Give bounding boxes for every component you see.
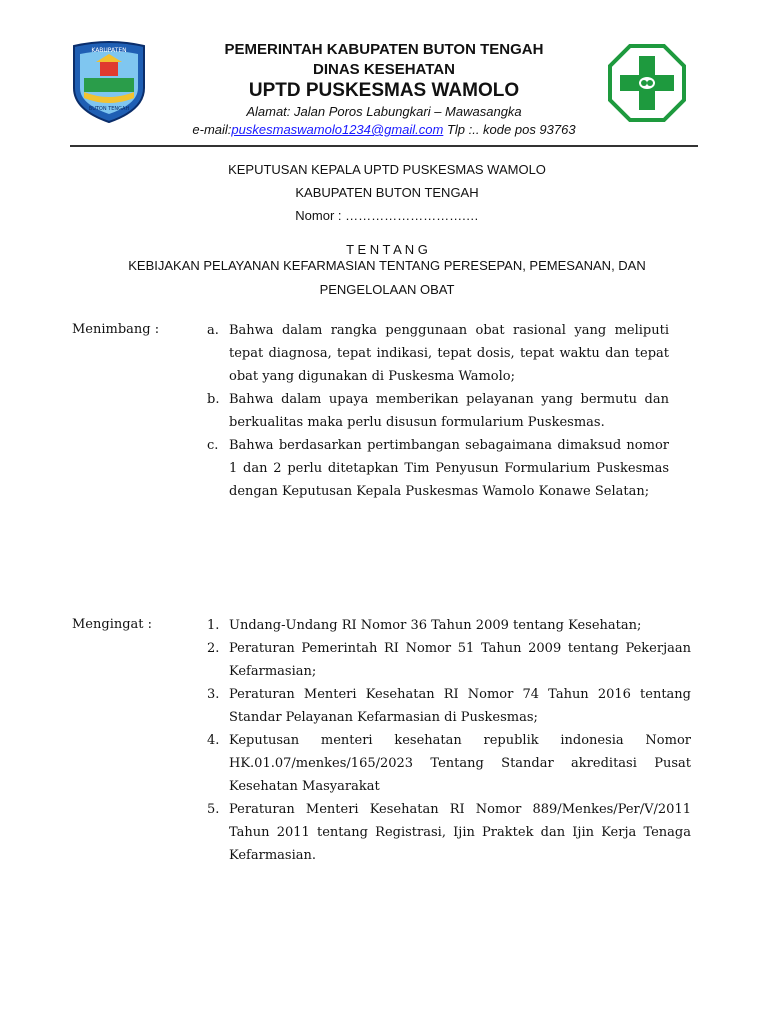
list-item (207, 614, 691, 637)
decree-tentang: T E N T A N G (346, 242, 428, 257)
contact-tail: Tlp :.. kode pos 93763 (443, 122, 576, 137)
list-item (207, 798, 691, 867)
logo-text-bottom: BUTON TENGAH (88, 106, 130, 112)
header-divider (70, 145, 698, 147)
header-department: DINAS KESEHATAN (313, 61, 455, 78)
item-text: Peraturan Pemerintah RI Nomor 51 Tahun 2009 tentang Pekerjaan Kefarmasian; (229, 641, 691, 679)
email-link[interactable]: puskesmaswamolo1234@gmail.com (231, 122, 444, 137)
item-marker: a. (207, 323, 219, 338)
header-puskesmas-name: UPTD PUSKESMAS WAMOLO (248, 80, 520, 101)
list-item (207, 683, 691, 729)
item-marker: 3. (207, 687, 220, 702)
mengingat-label: Mengingat : (72, 617, 153, 632)
item-marker: b. (207, 392, 220, 407)
logo-text-top: KABUPATEN (91, 47, 127, 54)
item-text: Peraturan Menteri Kesehatan RI Nomor 74 Tahun 2016 tentang Standar Pelayanan Kefarmasian di Puskesmas; (229, 687, 691, 725)
menimbang-label: Menimbang : (72, 322, 160, 337)
item-marker: 5. (207, 802, 220, 817)
header-address: Alamat: Jalan Poros Labungkari – Mawasangka (246, 104, 522, 119)
item-text: Bahwa dalam upaya memberikan pelayanan yang bermutu dan berkualitas maka perlu disusun formularium Puskesmas. (229, 392, 669, 430)
item-text: Bahwa berdasarkan pertimbangan sebagaimana dimaksud nomor 1 dan 2 perlu ditetapkan Tim Penyusun Formularium Puskesmas dengan Keputusan Kepala Puskesmas Wamolo Konawe Selatan; (229, 438, 669, 499)
decree-title-line2: KABUPATEN BUTON TENGAH (295, 185, 479, 200)
item-marker: 1. (207, 618, 220, 633)
decree-subject-line2: PENGELOLAAN OBAT (319, 282, 455, 297)
header-government: PEMERINTAH KABUPATEN BUTON TENGAH (224, 41, 544, 58)
list-item (207, 637, 691, 683)
decree-number: Nomor : ……………………….… (295, 208, 479, 223)
list-item (207, 434, 669, 503)
list-item (207, 388, 669, 434)
item-marker: 4. (207, 733, 220, 748)
list-item (207, 729, 691, 798)
menimbang-list (207, 319, 669, 503)
decree-subject-line1: KEBIJAKAN PELAYANAN KEFARMASIAN TENTANG PERESEPAN, PEMESANAN, DAN (128, 258, 646, 273)
item-text: Peraturan Menteri Kesehatan RI Nomor 889/Menkes/Per/V/2011 Tahun 2011 tentang Registrasi, Ijin Praktek dan Ijin Kerja Tenaga Kefarmasian. (229, 802, 691, 863)
item-text: Bahwa dalam rangka penggunaan obat rasional yang meliputi tepat diagnosa, tepat indikasi, tepat dosis, tepat waktu dan tepat obat yang digunakan di Puskesma Wamolo; (229, 323, 669, 384)
decree-title-line1: KEPUTUSAN KEPALA UPTD PUSKESMAS WAMOLO (228, 162, 546, 177)
email-label: e-mail: (192, 122, 232, 137)
item-marker: c. (207, 438, 219, 453)
item-marker: 2. (207, 641, 220, 656)
header-contact (0, 121, 768, 139)
item-text: Undang-Undang RI Nomor 36 Tahun 2009 tentang Kesehatan; (229, 618, 642, 633)
mengingat-list (207, 614, 691, 867)
item-text: Keputusan menteri kesehatan republik indonesia Nomor HK.01.07/menkes/165/2023 Tentang Standar akreditasi Pusat Kesehatan Masyarakat (229, 733, 691, 794)
list-item (207, 319, 669, 388)
